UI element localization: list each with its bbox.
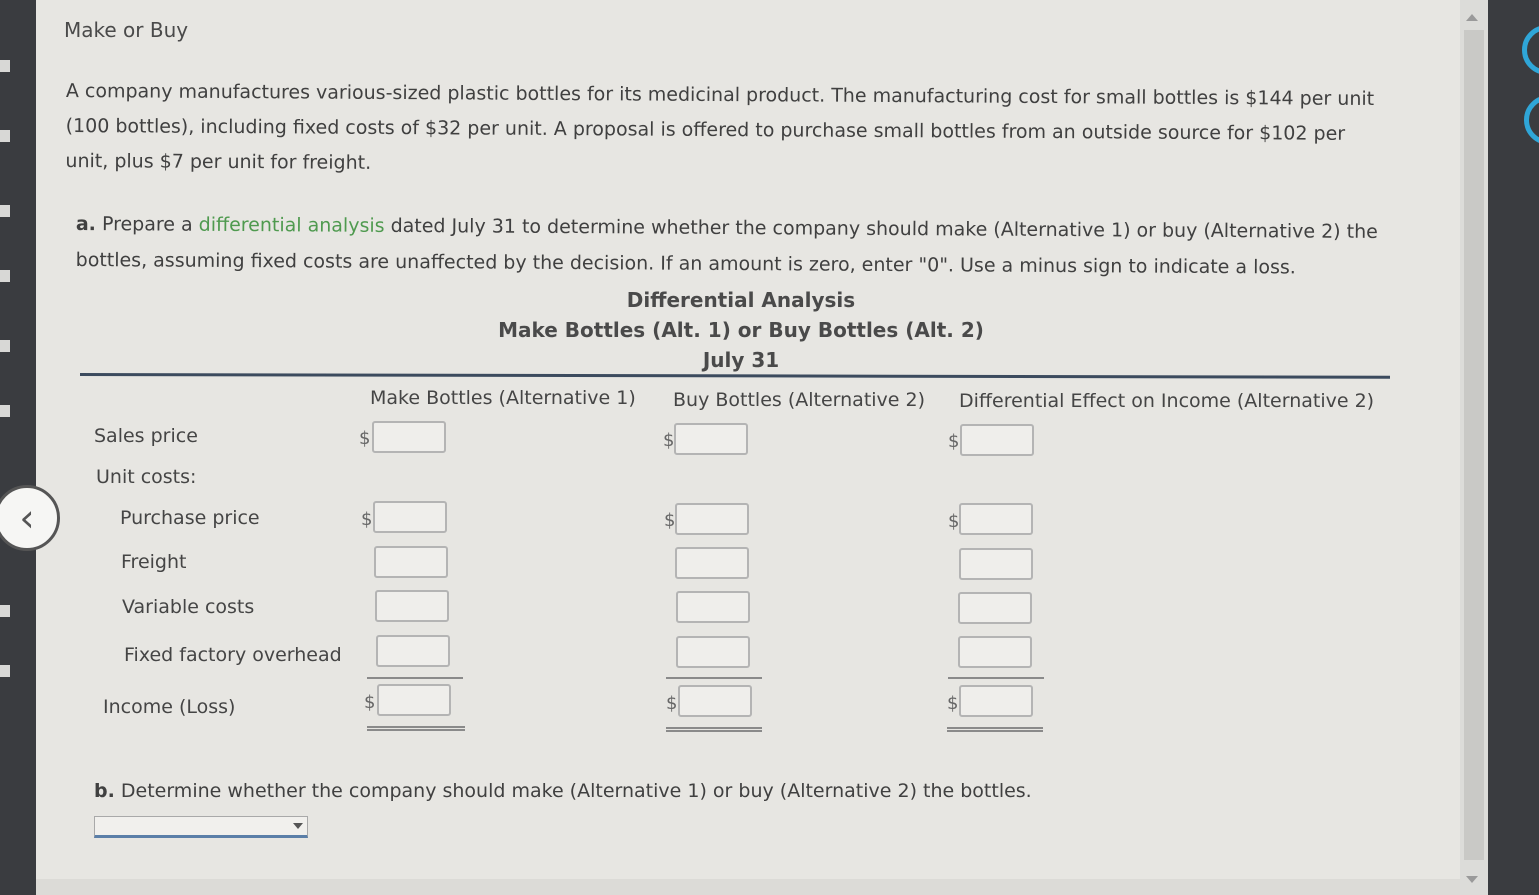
bezel-mark xyxy=(0,205,10,217)
currency-symbol: $ xyxy=(663,430,675,451)
row-label-variable-costs: Variable costs xyxy=(122,596,255,618)
bezel-mark xyxy=(0,270,10,282)
bezel-mark xyxy=(0,405,10,417)
bezel-mark xyxy=(0,130,10,142)
currency-symbol: $ xyxy=(666,693,678,714)
currency-symbol: $ xyxy=(664,510,676,531)
diff-freight-input[interactable] xyxy=(959,548,1033,580)
bezel-mark xyxy=(0,60,10,72)
column-header-buy: Buy Bottles (Alternative 2) xyxy=(673,389,926,411)
row-label-sales-price: Sales price xyxy=(94,425,198,447)
currency-symbol: $ xyxy=(364,692,376,713)
buy-fixed-overhead-input[interactable] xyxy=(676,636,750,668)
bezel-mark xyxy=(0,605,10,617)
part-a-text: bottles, assuming fixed costs are unaffected by the decision. If an amount is zero, enter "0". Use a minus sign to indicate a loss. xyxy=(75,248,1296,279)
circle-icon xyxy=(1522,25,1539,75)
make-freight-input[interactable] xyxy=(374,546,448,578)
diff-variable-costs-input[interactable] xyxy=(958,592,1032,624)
row-label-income-loss: Income (Loss) xyxy=(103,696,236,718)
make-sales-price-input[interactable] xyxy=(372,421,446,453)
scrollbar-thumb[interactable] xyxy=(1464,30,1484,860)
row-label-unit-costs: Unit costs: xyxy=(96,466,197,488)
row-label-fixed-factory-overhead: Fixed factory overhead xyxy=(124,644,342,666)
currency-symbol: $ xyxy=(947,693,959,714)
make-fixed-overhead-input[interactable] xyxy=(376,635,450,667)
differential-analysis-link[interactable]: differential analysis xyxy=(198,213,385,237)
diff-sales-price-input[interactable] xyxy=(960,424,1034,456)
scroll-up-icon[interactable] xyxy=(1466,14,1478,21)
page-bottom-edge xyxy=(36,879,1460,895)
bezel-mark xyxy=(0,340,10,352)
analysis-date: July 31 xyxy=(702,348,780,372)
buy-variable-costs-input[interactable] xyxy=(676,591,750,623)
circle-icon xyxy=(1524,95,1539,145)
left-device-bezel xyxy=(0,0,36,895)
row-label-purchase-price: Purchase price xyxy=(120,507,260,529)
column-header-differential: Differential Effect on Income (Alternative 2) xyxy=(959,390,1375,412)
make-or-buy-dropdown[interactable] xyxy=(94,816,308,838)
part-a-text: Prepare a xyxy=(95,213,199,236)
part-a-text: dated July 31 to determine whether the company should make (Alternative 1) or buy (Alternative 2) the xyxy=(384,214,1378,243)
total-double-rule xyxy=(367,726,465,731)
diff-purchase-price-input[interactable] xyxy=(959,503,1033,535)
part-b-label: b. xyxy=(94,780,115,802)
part-a-instructions xyxy=(76,206,1436,286)
analysis-subheading: Make Bottles (Alt. 1) or Buy Bottles (Alt. 2) xyxy=(498,318,984,342)
chevron-left-icon: ‹ xyxy=(19,496,35,540)
subtotal-rule xyxy=(367,677,463,679)
subtotal-rule xyxy=(666,677,762,679)
scroll-down-icon[interactable] xyxy=(1466,876,1478,883)
right-device-bezel xyxy=(1488,0,1539,895)
row-label-freight: Freight xyxy=(121,551,187,573)
make-variable-costs-input[interactable] xyxy=(375,590,449,622)
currency-symbol: $ xyxy=(361,509,373,530)
diff-fixed-overhead-input[interactable] xyxy=(958,636,1032,668)
problem-line: (100 bottles), including fixed costs of $32 per unit. A proposal is offered to purchase small bottles from an outside source for $102 per xyxy=(65,114,1346,145)
part-b-instructions xyxy=(94,780,1032,802)
part-b-text: Determine whether the company should make (Alternative 1) or buy (Alternative 2) the bottles. xyxy=(114,780,1032,802)
currency-symbol: $ xyxy=(359,428,371,449)
make-income-input[interactable] xyxy=(377,684,451,716)
make-purchase-price-input[interactable] xyxy=(373,501,447,533)
problem-line: A company manufactures various-sized plastic bottles for its medicinal product. The manufacturing cost for small bottles is $144 per unit xyxy=(65,79,1375,110)
chevron-down-icon xyxy=(293,823,303,829)
page-title: Make or Buy xyxy=(64,18,189,42)
analysis-heading: Differential Analysis xyxy=(626,288,856,312)
table-header-rule xyxy=(80,373,1390,379)
total-double-rule xyxy=(666,727,762,732)
column-header-make: Make Bottles (Alternative 1) xyxy=(370,387,636,409)
subtotal-rule xyxy=(948,677,1044,679)
problem-statement xyxy=(65,74,1431,187)
total-double-rule xyxy=(947,727,1043,732)
buy-purchase-price-input[interactable] xyxy=(675,503,749,535)
currency-symbol: $ xyxy=(948,431,960,452)
problem-line: unit, plus $7 per unit for freight. xyxy=(65,149,372,174)
assignment-page xyxy=(36,0,1460,895)
part-a-label: a. xyxy=(75,212,97,236)
vertical-scrollbar[interactable] xyxy=(1460,0,1488,895)
buy-income-input[interactable] xyxy=(678,685,752,717)
buy-freight-input[interactable] xyxy=(675,547,749,579)
bezel-mark xyxy=(0,665,10,677)
diff-income-input[interactable] xyxy=(959,685,1033,717)
buy-sales-price-input[interactable] xyxy=(674,423,748,455)
currency-symbol: $ xyxy=(948,511,960,532)
